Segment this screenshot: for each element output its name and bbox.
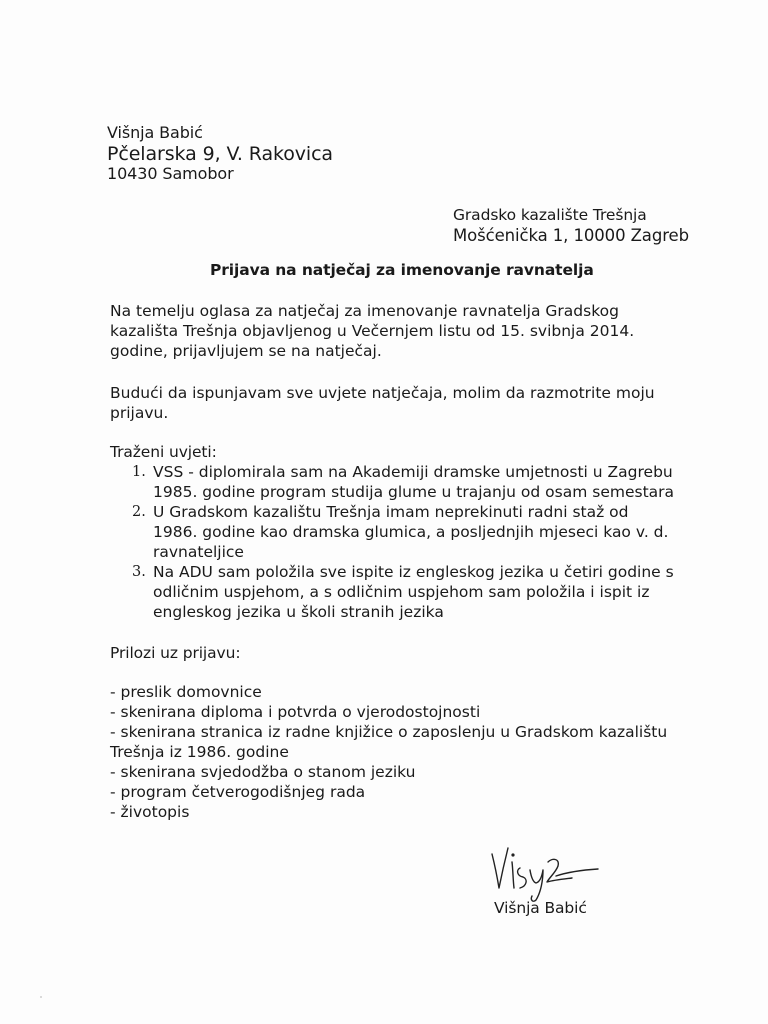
attachment-item: - skenirana stranica iz radne knjižice o zaposlenju u Gradskom kazalištu <box>110 723 668 741</box>
paragraph-intro <box>110 301 634 361</box>
attachments-title: Prilozi uz prijavu: <box>110 644 241 662</box>
requirement-number: 2. <box>132 504 146 520</box>
requirement-item <box>110 562 674 622</box>
attachment-item: - životopis <box>110 803 190 821</box>
attachment-item: Trešnja iz 1986. godine <box>110 743 289 761</box>
scan-speck <box>40 996 42 998</box>
requirement-line: ravnateljice <box>153 543 244 561</box>
requirement-number: 1. <box>132 464 146 480</box>
signature-name: Višnja Babić <box>494 899 587 917</box>
requirement-line: 1985. godine program studija glume u trajanju od osam semestara <box>153 483 675 501</box>
sender-name: Višnja Babić <box>107 123 203 142</box>
handwritten-signature <box>486 836 606 906</box>
requirement-item <box>110 502 674 562</box>
paragraph-request <box>110 383 655 423</box>
paragraph-line: Budući da ispunjavam sve uvjete natječaja, molim da razmotrite moju <box>110 384 655 402</box>
requirements-list <box>110 462 674 622</box>
requirement-line: Na ADU sam položila sve ispite iz engleskog jezika u četiri godine s <box>153 563 674 581</box>
paragraph-line: kazališta Trešnja objavljenog u Večernjem listu od 15. svibnja 2014. <box>110 322 635 340</box>
requirement-line: engleskog jezika u školi stranih jezika <box>153 603 444 621</box>
letter-subject: Prijava na natječaj za imenovanje ravnatelja <box>210 261 594 279</box>
requirement-line: U Gradskom kazalištu Trešnja imam neprekinuti radni staž od <box>153 503 629 521</box>
attachment-item: - preslik domovnice <box>110 683 262 701</box>
recipient-name: Gradsko kazalište Trešnja <box>453 206 647 224</box>
requirement-line: 1986. godine kao dramska glumica, a posljednjih mjeseci kao v. d. <box>153 523 669 541</box>
requirement-number: 3. <box>132 564 146 580</box>
paragraph-line: godine, prijavljujem se na natječaj. <box>110 342 382 360</box>
requirement-line: odličnim uspjehom, a s odličnim uspjehom sam položila i ispit iz <box>153 583 650 601</box>
paragraph-line: prijavu. <box>110 404 169 422</box>
attachments-list <box>110 682 667 822</box>
attachment-item: - skenirana svjedodžba o stanom jeziku <box>110 763 416 781</box>
requirements-title: Traženi uvjeti: <box>110 443 217 461</box>
paragraph-line: Na temelju oglasa za natječaj za imenovanje ravnatelja Gradskog <box>110 302 619 320</box>
sender-city: 10430 Samobor <box>107 164 234 183</box>
attachment-item: - program četverogodišnjeg rada <box>110 783 366 801</box>
attachment-item: - skenirana diploma i potvrda o vjerodostojnosti <box>110 703 481 721</box>
requirement-line: VSS - diplomirala sam na Akademiji dramske umjetnosti u Zagrebu <box>153 463 673 481</box>
requirement-item <box>110 462 674 502</box>
recipient-address: Mošćenička 1, 10000 Zagreb <box>453 226 689 245</box>
sender-street: Pčelarska 9, V. Rakovica <box>107 143 333 165</box>
